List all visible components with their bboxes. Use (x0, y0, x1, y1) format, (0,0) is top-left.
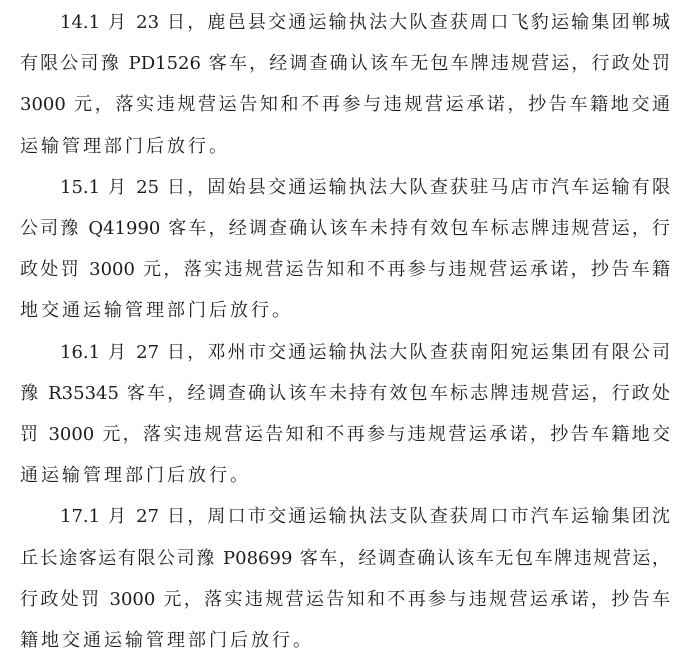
text-line: 罚 3000 元，落实违规营运告知和不再参与违规营运承诺，抄告车籍地交 (20, 424, 670, 446)
paragraph-14 (20, 2, 670, 167)
text-line: 运输管理部门后放行。 (20, 135, 230, 157)
text-line: 通运输管理部门后放行。 (20, 465, 251, 487)
paragraph-17 (20, 496, 670, 661)
paragraph-15 (20, 167, 670, 332)
text-line: 地交通运输管理部门后放行。 (20, 300, 293, 322)
document-body (20, 2, 670, 661)
text-line: 丘长途客运有限公司豫 P08699 客车，经调查确认该车无包车牌违规营运， (20, 547, 670, 569)
text-line: 公司豫 Q41990 客车，经调查确认该车未持有效包车标志牌违规营运，行 (20, 218, 670, 240)
text-line: 16.1 月 27 日，邓州市交通运输执法大队查获南阳宛运集团有限公司 (60, 341, 670, 363)
text-line: 有限公司豫 PD1526 客车，经调查确认该车无包车牌违规营运，行政处罚 (20, 53, 670, 75)
paragraph-16 (20, 332, 670, 497)
text-line: 政处罚 3000 元，落实违规营运告知和不再参与违规营运承诺，抄告车籍 (20, 259, 670, 281)
text-line: 14.1 月 23 日，鹿邑县交通运输执法大队查获周口飞豹运输集团郸城 (60, 12, 670, 33)
text-line: 豫 R35345 客车，经调查确认该车未持有效包车标志牌违规营运，行政处 (20, 382, 670, 404)
text-line: 行政处罚 3000 元，落实违规营运告知和不再参与违规营运承诺，抄告车 (20, 588, 670, 610)
text-line: 籍地交通运输管理部门后放行。 (20, 630, 314, 652)
text-line: 3000 元，落实违规营运告知和不再参与违规营运承诺，抄告车籍地交通 (20, 94, 670, 116)
text-line: 17.1 月 27 日，周口市交通运输执法支队查获周口市汽车运输集团沈 (60, 506, 670, 528)
text-line: 15.1 月 25 日，固始县交通运输执法大队查获驻马店市汽车运输有限 (60, 176, 670, 198)
